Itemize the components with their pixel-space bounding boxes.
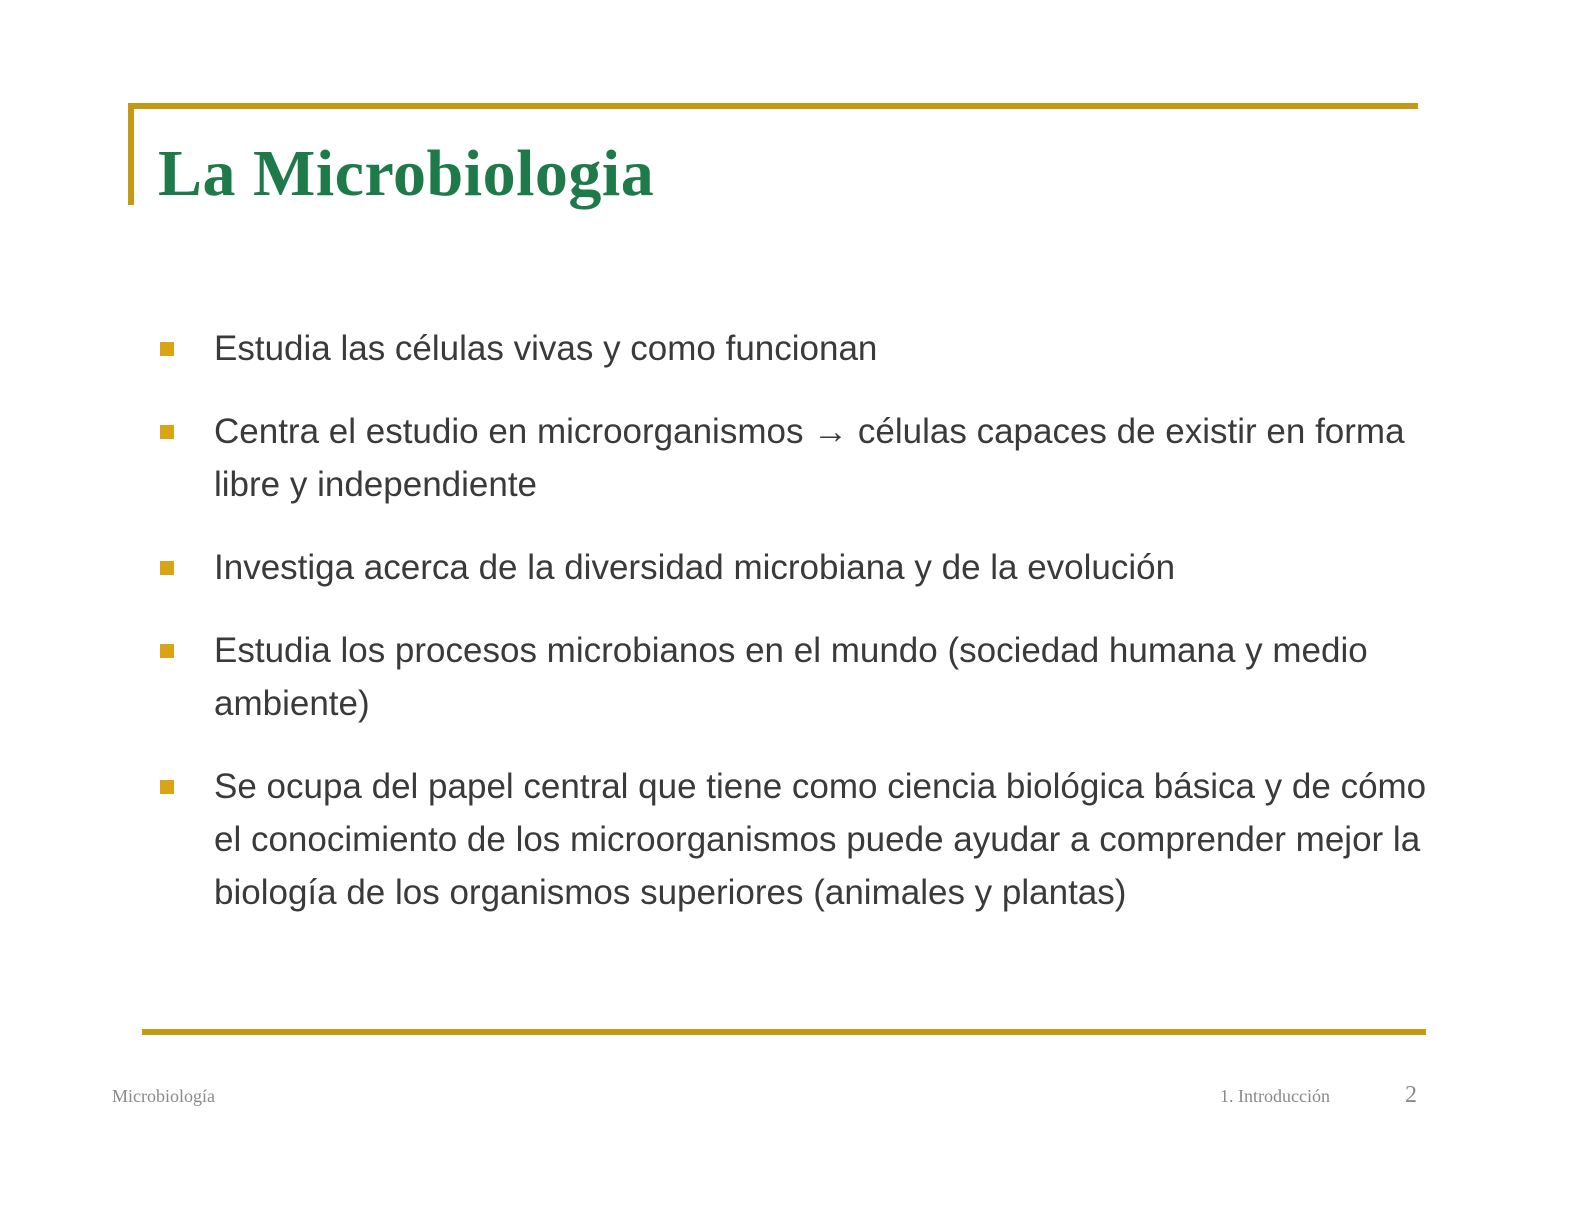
left-rule xyxy=(128,103,134,205)
square-bullet-icon xyxy=(160,780,174,794)
bullet-text: Investiga acerca de la diversidad microbiana y de la evolución xyxy=(214,548,1176,587)
top-rule xyxy=(128,103,1418,109)
square-bullet-icon xyxy=(160,644,174,658)
bullet-item xyxy=(160,541,1430,594)
bullet-text: Se ocupa del papel central que tiene como ciencia biológica básica y de cómo el conocimiento de los microorganismos puede ayudar a comprender mejor la biología de los organismos superiores (animales y plantas) xyxy=(214,767,1427,912)
bullet-item xyxy=(160,322,1430,375)
bullet-text: Estudia los procesos microbianos en el mundo (sociedad humana y medio ambiente) xyxy=(214,631,1368,723)
footer-course: Microbiología xyxy=(112,1086,215,1106)
square-bullet-icon xyxy=(160,561,174,575)
slide-title: La Microbiologia xyxy=(158,137,655,210)
bullet-item xyxy=(160,405,1430,511)
square-bullet-icon xyxy=(160,342,174,356)
bullet-item xyxy=(160,624,1430,730)
page-number: 2 xyxy=(1405,1082,1417,1108)
bullet-item xyxy=(160,760,1430,919)
bottom-rule xyxy=(142,1029,1426,1035)
bullet-text: Centra el estudio en microorganismos → células capaces de existir en forma libre y independiente xyxy=(214,412,1405,504)
square-bullet-icon xyxy=(160,425,174,439)
footer-section: 1. Introducción xyxy=(1220,1086,1330,1106)
bullet-text: Estudia las células vivas y como funcionan xyxy=(214,329,878,368)
bullet-list xyxy=(160,322,1430,919)
